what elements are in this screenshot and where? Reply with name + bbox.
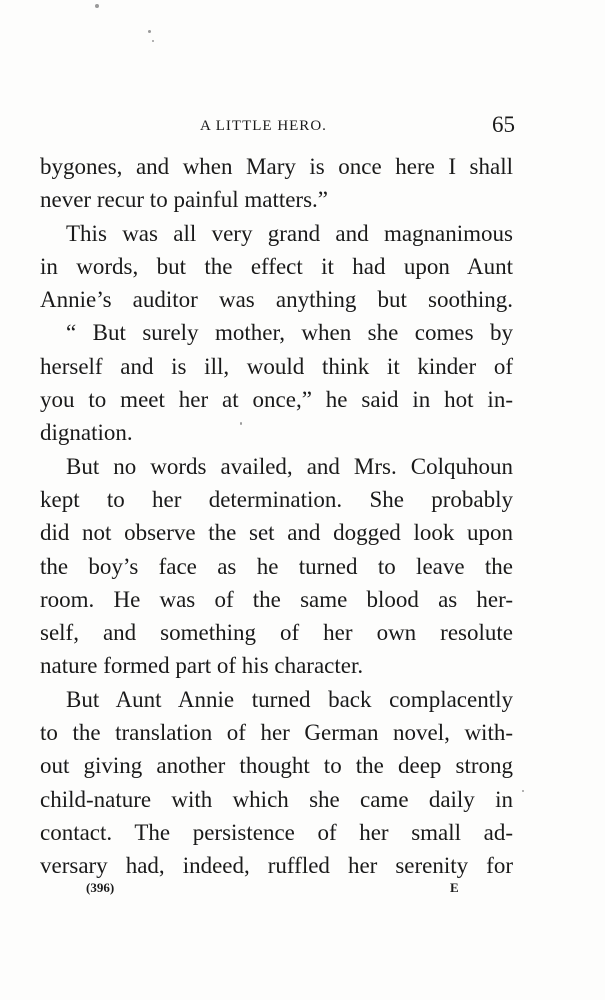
text-line: the boy’s face as he turned to leave the bbox=[40, 553, 513, 579]
text-line: “ But surely mother, when she comes by bbox=[66, 320, 513, 346]
text-line: room. He was of the same blood as her- bbox=[40, 586, 513, 612]
text-line: nature formed part of his character. bbox=[40, 653, 364, 679]
text-line: dignation. bbox=[40, 420, 133, 446]
paper-speck bbox=[95, 4, 99, 8]
text-line: never recur to painful matters.” bbox=[40, 187, 329, 213]
text-line: bygones, and when Mary is once here I shall bbox=[40, 154, 513, 179]
text-line: versary had, indeed, ruffled her serenity for bbox=[40, 853, 513, 879]
running-title: A LITTLE HERO. bbox=[200, 118, 327, 134]
signature-mark: (396) bbox=[86, 880, 115, 895]
paper-speck bbox=[522, 790, 524, 792]
text-line: you to meet her at once,” he said in hot in- bbox=[40, 387, 513, 413]
text-line: to the translation of her German novel, with- bbox=[40, 720, 513, 746]
text-line: This was all very grand and magnanimous bbox=[66, 220, 513, 246]
paper-speck bbox=[148, 30, 151, 33]
text-line: child-nature with which she came daily in bbox=[40, 786, 513, 812]
text-line: did not observe the set and dogged look upon bbox=[40, 520, 513, 546]
paper-speck bbox=[152, 40, 154, 42]
body-text bbox=[40, 150, 513, 883]
page-footer bbox=[40, 880, 515, 900]
text-line: Annie’s auditor was anything but soothing. bbox=[40, 287, 513, 313]
text-line: in words, but the effect it had upon Aunt bbox=[40, 253, 513, 279]
text-line: self, and something of her own resolute bbox=[40, 620, 513, 646]
text-line: But no words availed, and Mrs. Colquhoun bbox=[66, 453, 513, 479]
text-line: kept to her determination. She probably bbox=[40, 486, 513, 512]
page-number: 65 bbox=[492, 112, 515, 137]
signature-letter: E bbox=[450, 880, 459, 895]
running-head bbox=[40, 112, 515, 142]
text-line: out giving another thought to the deep strong bbox=[40, 753, 513, 779]
text-line: contact. The persistence of her small ad- bbox=[40, 819, 513, 845]
text-line: But Aunt Annie turned back complacently bbox=[66, 686, 513, 712]
text-line: herself and is ill, would think it kinder of bbox=[40, 353, 513, 379]
